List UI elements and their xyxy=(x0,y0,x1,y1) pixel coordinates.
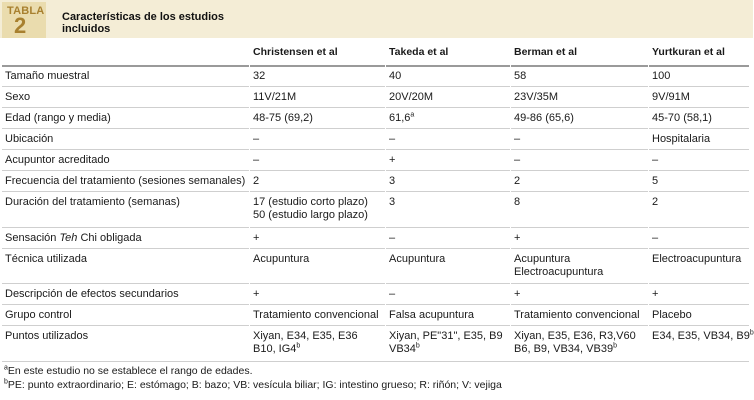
cell: 49-86 (65,6) xyxy=(514,112,574,124)
cell: – xyxy=(253,133,260,145)
footnote-text: PE: punto extraordinario; E: estómago; B: bazo; VB: vesícula biliar; IG: intestino grueso; R: riñón; V: vejiga xyxy=(7,379,502,391)
tabla-badge xyxy=(2,2,46,38)
cell-line: Xiyan, E34, E35, E36 xyxy=(253,330,358,342)
cell: 40 xyxy=(389,70,402,82)
cell: + xyxy=(389,154,396,166)
footnote-marker: b xyxy=(749,329,754,337)
footnote-b xyxy=(4,379,502,391)
row-label-puntos: Puntos utilizados xyxy=(5,330,89,342)
column-gap xyxy=(510,40,511,360)
row-label-efectos: Descripción de efectos secundarios xyxy=(5,288,179,300)
column-gap xyxy=(249,40,250,360)
cell: 9V/91M xyxy=(652,91,690,103)
row-divider xyxy=(2,325,749,326)
cell: 8 xyxy=(514,196,521,208)
row-label-sexo: Sexo xyxy=(5,91,31,103)
cell-line xyxy=(389,343,503,356)
cell-value: B10, IG4 xyxy=(253,343,297,355)
cell-line: Xiyan, PE"31", E35, B9 xyxy=(389,330,503,342)
cell-value: VB34 xyxy=(389,343,416,355)
cell: 20V/20M xyxy=(389,91,434,103)
tabla-label: TABLA xyxy=(7,5,45,17)
footnote-text: En este estudio no se establece el rango de edades. xyxy=(7,365,253,377)
row-divider xyxy=(2,170,749,171)
cell: + xyxy=(514,288,521,300)
row-divider xyxy=(2,304,749,305)
cell: – xyxy=(652,232,659,244)
cell: 48-75 (69,2) xyxy=(253,112,313,124)
row-label-tamano: Tamaño muestral xyxy=(5,70,90,82)
footnote-marker: a xyxy=(4,364,8,372)
cell: + xyxy=(253,288,260,300)
cell-line: 17 (estudio corto plazo) xyxy=(253,196,368,208)
row-divider xyxy=(2,248,749,249)
row-divider xyxy=(2,128,749,129)
cell: – xyxy=(514,133,521,145)
column-header-berman: Berman et al xyxy=(514,46,578,58)
label-part: Chi obligada xyxy=(77,232,142,244)
cell: Placebo xyxy=(652,309,692,321)
cell: + xyxy=(253,232,260,244)
row-label-edad: Edad (rango y media) xyxy=(5,112,111,124)
cell: 5 xyxy=(652,175,659,187)
table-title xyxy=(62,11,282,35)
cell: 2 xyxy=(514,175,521,187)
cell: Tratamiento convencional xyxy=(253,309,379,321)
cell: Falsa acupuntura xyxy=(389,309,474,321)
cell-value: B6, B9, VB34, VB39 xyxy=(514,343,614,355)
row-divider xyxy=(2,107,749,108)
row-label-ubicacion: Ubicación xyxy=(5,133,54,145)
table-bottom-rule xyxy=(2,361,749,362)
row-label-duracion: Duración del tratamiento (semanas) xyxy=(5,196,180,208)
footnote-marker: b xyxy=(415,342,420,350)
footnote-marker: b xyxy=(4,378,8,386)
cell-line xyxy=(514,343,636,356)
cell: 11V/21M xyxy=(253,91,297,103)
cell: Acupuntura xyxy=(253,253,310,265)
cell: 3 xyxy=(389,175,396,187)
header-rule xyxy=(2,65,749,67)
row-label-grupo: Grupo control xyxy=(5,309,72,321)
column-header-takeda: Takeda et al xyxy=(389,46,449,58)
column-header-christensen: Christensen et al xyxy=(253,46,338,58)
footnote-a xyxy=(4,365,253,377)
cell: 2 xyxy=(253,175,260,187)
footnote-marker: b xyxy=(613,342,617,350)
cell-line: 50 (estudio largo plazo) xyxy=(253,209,368,221)
cell: Hospitalaria xyxy=(652,133,711,145)
cell xyxy=(514,253,603,279)
cell: + xyxy=(514,232,521,244)
cell: 58 xyxy=(514,70,527,82)
cell-value: 61,6 xyxy=(389,112,411,124)
column-header-yurtkuran: Yurtkuran et al xyxy=(652,46,725,58)
column-gap xyxy=(385,40,386,360)
row-divider xyxy=(2,283,749,284)
row-divider xyxy=(2,86,749,87)
tabla-number: 2 xyxy=(14,13,27,38)
cell: – xyxy=(389,288,396,300)
cell-line xyxy=(253,343,358,356)
footnote-marker: a xyxy=(410,111,415,119)
cell xyxy=(652,330,754,343)
cell: + xyxy=(652,288,659,300)
cell-line: Electroacupuntura xyxy=(514,266,604,278)
cell: Tratamiento convencional xyxy=(514,309,640,321)
cell: 32 xyxy=(253,70,266,82)
cell xyxy=(514,330,636,356)
cell: 2 xyxy=(652,196,659,208)
cell xyxy=(389,112,414,125)
cell: – xyxy=(652,154,659,166)
row-divider xyxy=(2,149,749,150)
cell: – xyxy=(253,154,260,166)
cell: – xyxy=(389,133,396,145)
row-label-frecuencia: Frecuencia del tratamiento (sesiones semanales) xyxy=(5,175,246,187)
row-divider xyxy=(2,191,749,192)
cell: – xyxy=(514,154,521,166)
cell: 23V/35M xyxy=(514,91,559,103)
cell: 3 xyxy=(389,196,396,208)
footnote-marker: b xyxy=(296,342,301,350)
row-label-tecnica: Técnica utilizada xyxy=(5,253,87,265)
cell xyxy=(253,330,358,356)
cell: – xyxy=(389,232,396,244)
cell xyxy=(253,196,368,222)
table-title-line2: incluidos xyxy=(62,23,111,35)
cell: Electroacupuntura xyxy=(652,253,742,265)
row-label-acupuntor: Acupuntor acreditado xyxy=(5,154,110,166)
label-part: Sensación xyxy=(5,232,60,244)
cell-line: Acupuntura xyxy=(514,253,571,265)
column-gap xyxy=(648,40,649,360)
cell: Acupuntura xyxy=(389,253,446,265)
table-header xyxy=(0,0,753,38)
label-part-italic: Teh xyxy=(59,232,78,244)
cell-value: E34, E35, VB34, B9 xyxy=(652,330,750,342)
cell xyxy=(389,330,503,356)
table-title-line1: Características de los estudios xyxy=(62,11,225,23)
cell-line: Xiyan, E35, E36, R3,V60 xyxy=(514,330,636,342)
cell: 100 xyxy=(652,70,671,82)
row-divider xyxy=(2,227,749,228)
row-label-sensacion xyxy=(5,232,142,245)
cell: 45-70 (58,1) xyxy=(652,112,712,124)
